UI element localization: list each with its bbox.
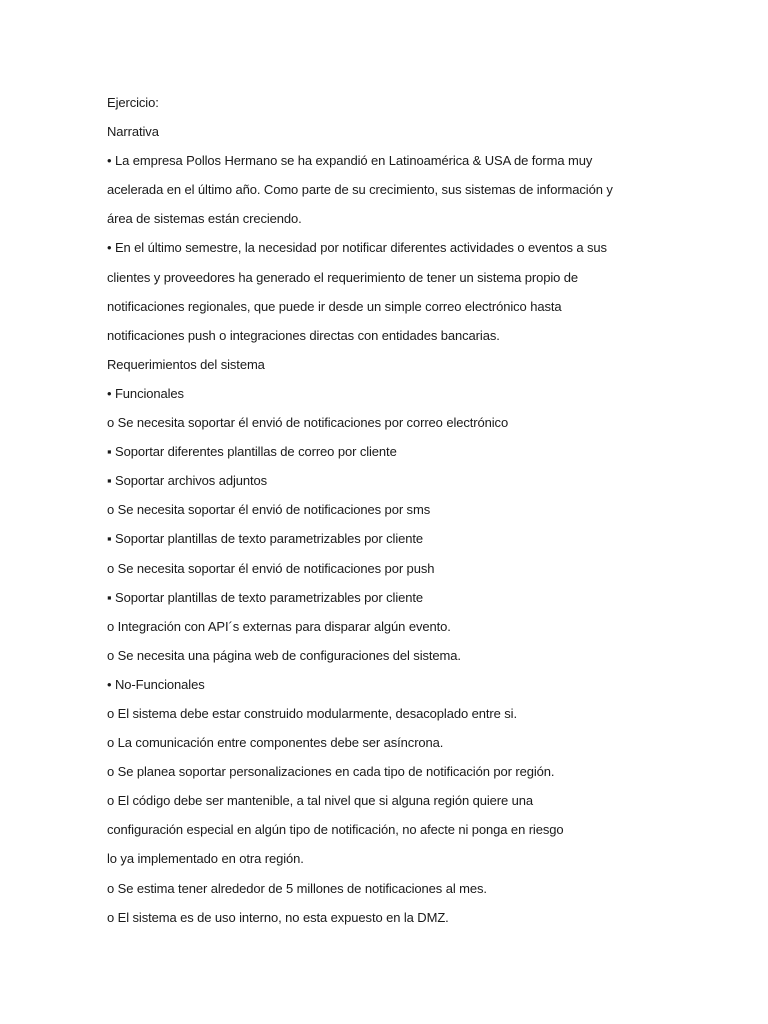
list-item: o El sistema es de uso interno, no esta expuesto en la DMZ. [107,909,449,925]
paragraph-line: acelerada en el último año. Como parte de su crecimiento, sus sistemas de información y [107,182,613,198]
list-item: o Se planea soportar personalizaciones en cada tipo de notificación por región. [107,764,555,780]
paragraph-line: • En el último semestre, la necesidad por notificar diferentes actividades o eventos a sus [107,240,607,256]
list-item: ▪ Soportar diferentes plantillas de correo por cliente [107,444,397,460]
list-item: o Se necesita soportar él envió de notificaciones por push [107,560,435,576]
paragraph-line: notificaciones regionales, que puede ir desde un simple correo electrónico hasta [107,298,562,314]
paragraph-line: notificaciones push o integraciones directas con entidades bancarias. [107,327,500,343]
list-item: • No-Funcionales [107,676,205,692]
paragraph-line: • La empresa Pollos Hermano se ha expandió en Latinoamérica & USA de forma muy [107,153,593,169]
list-item: o Integración con API´s externas para disparar algún evento. [107,618,451,634]
list-item: ▪ Soportar archivos adjuntos [107,473,268,489]
list-item: • Funcionales [107,385,184,401]
paragraph-line: lo ya implementado en otra región. [107,851,304,867]
heading-requerimientos: Requerimientos del sistema [107,356,265,372]
heading-ejercicio: Ejercicio: [107,95,159,110]
paragraph-line: área de sistemas están creciendo. [107,211,302,227]
list-item: o Se necesita soportar él envió de notificaciones por sms [107,502,431,518]
list-item: ▪ Soportar plantillas de texto parametrizables por cliente [107,589,424,605]
paragraph-line: clientes y proveedores ha generado el requerimiento de tener un sistema propio de [107,269,579,285]
list-item: ▪ Soportar plantillas de texto parametrizables por cliente [107,531,424,547]
list-item: o Se estima tener alrededor de 5 millones de notificaciones al mes. [107,880,487,896]
heading-narrativa: Narrativa [107,124,159,140]
list-item: o Se necesita una página web de configuraciones del sistema. [107,647,461,663]
list-item: o Se necesita soportar él envió de notificaciones por correo electrónico [107,415,509,431]
list-item: o La comunicación entre componentes debe ser asíncrona. [107,735,444,751]
list-item: o El código debe ser mantenible, a tal nivel que si alguna región quiere una [107,793,534,809]
document-body [107,88,667,932]
paragraph-line: configuración especial en algún tipo de notificación, no afecte ni ponga en riesgo [107,822,564,838]
list-item: o El sistema debe estar construido modularmente, desacoplado entre si. [107,705,517,721]
